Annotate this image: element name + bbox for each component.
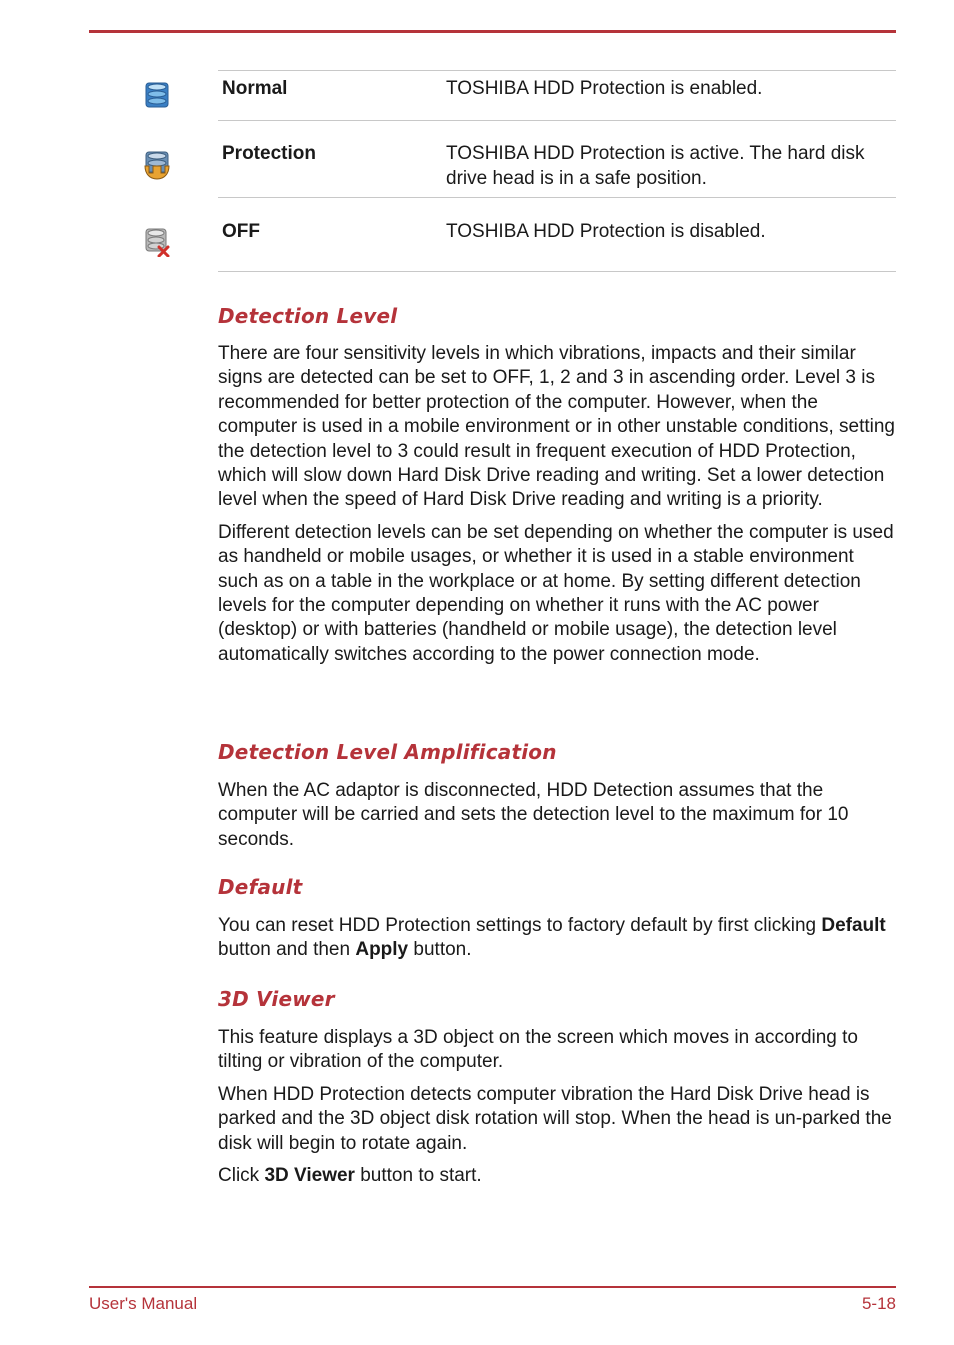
paragraph: There are four sensitivity levels in which vibrations, impacts and their similar signs are detected can be set to OFF, 1, 2 and 3 in ascending order. Level 3 is recommended for better protection of the computer. However, when the computer is used in a mobile environment or in other unstable conditions, setting the detection level to 3 could result in frequent execution of HDD Protection, which will slow down Hard Disk Drive reading and writing. Set a lower detection level when the speed of Hard Disk Drive reading and writing is a priority. bbox=[218, 343, 895, 511]
section-heading: Detection Level bbox=[218, 304, 398, 328]
paragraph: Different detection levels can be set depending on whether the computer is used as handheld or mobile usages, or whether it is used in a stable environment such as on a table in the workplace or at home. By setting different detection levels for the computer depending on whether it runs with the AC power (desktop) or with batteries (handheld or mobile usage), the detection level automatically switches according to the power connection mode. bbox=[218, 521, 894, 665]
default-button-reference: Default bbox=[821, 915, 886, 936]
text-run: button and then bbox=[218, 939, 356, 961]
status-term: OFF bbox=[222, 221, 260, 242]
apply-button-reference: Apply bbox=[355, 939, 409, 961]
footer-page-number: 5-18 bbox=[861, 1294, 896, 1313]
text-run: You can reset HDD Protection settings to factory default by first clicking bbox=[218, 915, 822, 936]
paragraph: When HDD Protection detects computer vibration the Hard Disk Drive head is parked and the 3D object disk rotation will stop. When the head is un-parked the disk will begin to rotate again. bbox=[218, 1083, 892, 1154]
paragraph bbox=[218, 914, 898, 963]
section-detection-level bbox=[218, 304, 898, 667]
status-term: Normal bbox=[222, 78, 288, 99]
table-row bbox=[218, 198, 896, 272]
section-heading: 3D Viewer bbox=[218, 987, 335, 1011]
hdd-normal-icon bbox=[142, 79, 172, 111]
section-detection-level-amplification bbox=[218, 740, 898, 852]
table-row bbox=[218, 121, 896, 198]
footer-manual-title: User's Manual bbox=[89, 1294, 198, 1313]
table-row bbox=[218, 71, 896, 121]
paragraph: When the AC adaptor is disconnected, HDD Detection assumes that the computer will be carried and sets the detection level to the maximum for 10 seconds. bbox=[218, 780, 849, 850]
section-default bbox=[218, 875, 898, 963]
text-run: button to start. bbox=[354, 1165, 482, 1187]
status-term: Protection bbox=[222, 143, 316, 164]
status-table bbox=[218, 70, 896, 272]
section-3d-viewer bbox=[218, 987, 898, 1188]
text-run: button. bbox=[408, 939, 472, 961]
footer-rule bbox=[89, 1286, 896, 1288]
paragraph: This feature displays a 3D object on the screen which moves in according to tilting or vibration of the computer. bbox=[218, 1027, 858, 1073]
section-heading: Detection Level Amplification bbox=[218, 740, 557, 764]
status-description: TOSHIBA HDD Protection is active. The hard disk drive head is in a safe position. bbox=[446, 143, 865, 189]
section-heading: Default bbox=[218, 875, 303, 899]
3d-viewer-button-reference: 3D Viewer bbox=[264, 1165, 355, 1187]
text-run: Click bbox=[218, 1165, 265, 1187]
status-description: TOSHIBA HDD Protection is enabled. bbox=[446, 78, 763, 99]
paragraph bbox=[218, 1164, 898, 1188]
hdd-protection-icon bbox=[142, 148, 172, 180]
header-rule bbox=[89, 30, 896, 33]
status-description: TOSHIBA HDD Protection is disabled. bbox=[446, 221, 766, 242]
hdd-off-icon bbox=[142, 225, 172, 257]
